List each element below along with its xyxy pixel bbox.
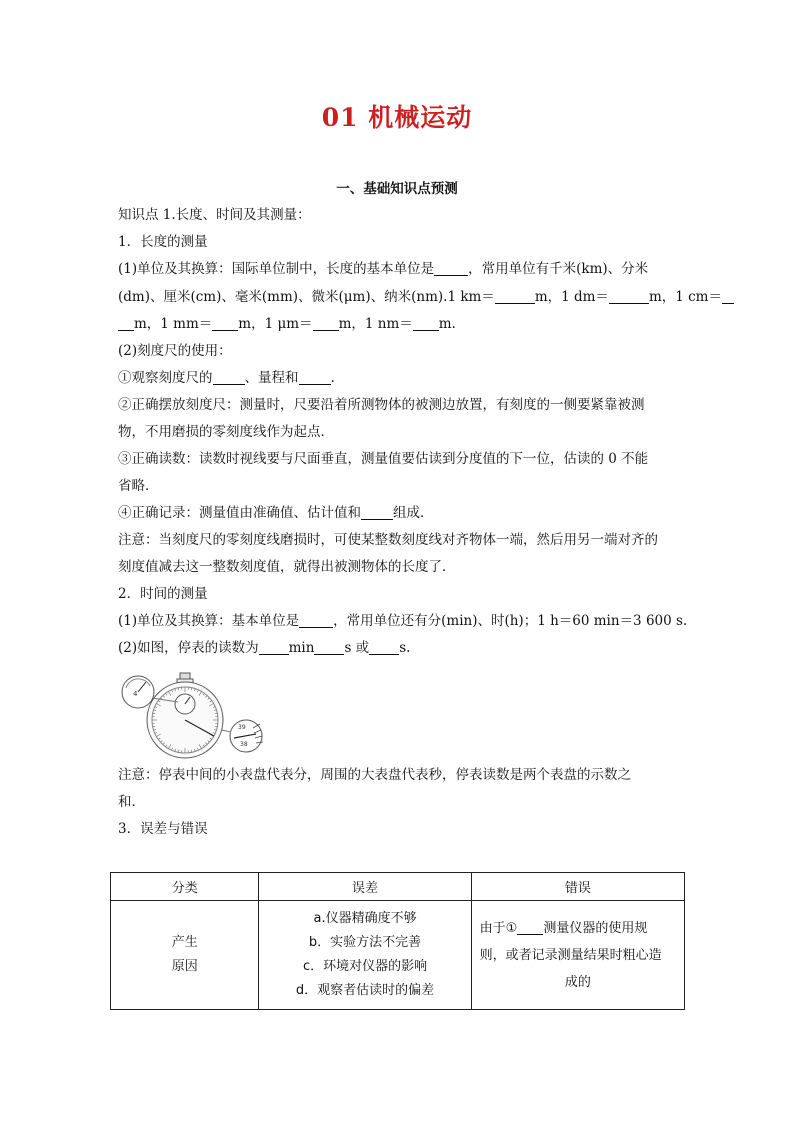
table-header: 误差 — [259, 873, 471, 901]
answer-blank[interactable] — [361, 505, 393, 520]
text: (1)单位及其换算：国际单位制中，长度的基本单位是 — [118, 261, 435, 277]
para-place-line1: ②正确摆放刻度尺：测量时，尺要沿着所测物体的被测边放置，有刻度的一侧要紧靠被测 — [118, 397, 645, 413]
answer-blank[interactable] — [259, 640, 289, 655]
answer-blank[interactable] — [212, 316, 238, 331]
row-label: 产生 — [171, 935, 198, 950]
text: (2)如图，停表的读数为 — [118, 640, 259, 656]
text: m，1 nm＝ — [338, 316, 413, 332]
knowledge-point-1: 知识点 1.长度、时间及其测量： — [118, 207, 311, 223]
answer-blank[interactable] — [299, 370, 331, 385]
para-stopwatch — [118, 639, 684, 657]
para-time-unit — [118, 612, 688, 630]
para-unit-line2 — [118, 288, 722, 306]
cause-item: a.仪器精确度不够 — [313, 911, 417, 926]
para-unit-line1 — [118, 260, 684, 278]
answer-blank[interactable] — [213, 370, 245, 385]
cause-item: d．观察者估读时的偏差 — [295, 983, 435, 998]
stopwatch-diagram — [116, 670, 276, 762]
page-title: 01 机械运动 — [321, 103, 473, 132]
row-label-cell — [111, 901, 259, 1010]
error-mistake-table — [110, 872, 685, 1010]
text: 、量程和 — [244, 370, 299, 386]
mistake-line: 则，或者记录测量结果时粗心造 — [479, 947, 662, 963]
answer-blank[interactable] — [118, 316, 134, 331]
text: ，常用单位有千米(km)、分米 — [468, 261, 649, 277]
mistake-line: 成的 — [564, 974, 591, 990]
answer-blank[interactable] — [369, 640, 399, 655]
text: 组成． — [393, 505, 434, 521]
text: m，1 μm＝ — [238, 316, 313, 332]
para-unit-line3 — [118, 315, 684, 333]
para-read-line1: ③正确读数：读数时视线要与尺面垂直，测量值要估读到分度值的下一位，估读的 0 不能 — [118, 451, 649, 467]
section-heading: 一、基础知识点预测 — [336, 181, 458, 197]
text: ，常用单位还有分(min)、时(h)；1 h＝60 min＝3 600 s. — [333, 613, 688, 629]
table-row — [111, 901, 685, 1010]
minute-dial-label: 4 — [133, 690, 138, 698]
para-place-line2: 物，不用磨损的零刻度线作为起点． — [118, 424, 334, 440]
text: s. — [399, 640, 411, 656]
zoom-label-39: 39 — [238, 724, 246, 731]
answer-blank[interactable] — [722, 289, 734, 304]
note-ruler-line1: 注意：当刻度尺的零刻度线磨损时，可使某整数刻度线对齐物体一端，然后用另一端对齐的 — [118, 532, 658, 548]
text: ①观察刻度尺的 — [118, 370, 213, 386]
heading-time: 2．时间的测量 — [118, 586, 208, 602]
answer-blank[interactable] — [299, 613, 333, 628]
causes-cell — [259, 901, 471, 1010]
zoom-label-38: 38 — [240, 741, 248, 748]
text: . — [330, 370, 335, 386]
stopwatch-crown — [180, 673, 190, 679]
answer-blank[interactable] — [313, 316, 339, 331]
para-observe — [118, 369, 684, 387]
heading-length: 1．长度的测量 — [118, 234, 208, 250]
answer-blank[interactable] — [609, 289, 649, 304]
table-header: 分类 — [111, 873, 259, 901]
text: m，1 cm＝ — [648, 289, 722, 305]
cause-item: c．环境对仪器的影响 — [302, 959, 428, 974]
note-stopwatch-line2: 和． — [118, 794, 145, 810]
text: s 或 — [344, 640, 370, 656]
note-ruler-line2: 刻度值减去这一整数刻度值，就得出被测物体的长度了． — [118, 559, 456, 575]
answer-blank[interactable] — [314, 640, 344, 655]
answer-blank[interactable] — [517, 920, 543, 935]
text: min — [288, 640, 315, 656]
text: 由于① — [479, 920, 518, 936]
para-ruler-usage: (2)刻度尺的使用： — [118, 343, 232, 359]
answer-blank[interactable] — [434, 261, 468, 276]
text: m. — [438, 316, 456, 332]
note-stopwatch-line1: 注意：停表中间的小表盘代表分，周围的大表盘代表秒，停表读数是两个表盘的示数之 — [118, 767, 631, 783]
row-label: 原因 — [171, 959, 198, 974]
heading-error: 3．误差与错误 — [118, 821, 208, 837]
table-header-row — [111, 873, 685, 901]
mistake-line — [480, 915, 676, 942]
answer-blank[interactable] — [495, 289, 535, 304]
para-record — [118, 504, 684, 522]
para-read-line2: 省略． — [118, 478, 159, 494]
text: m，1 dm＝ — [534, 289, 609, 305]
mistake-cell — [471, 901, 684, 1010]
cause-item: b．实验方法不完善 — [308, 935, 422, 950]
text: (dm)、厘米(cm)、毫米(mm)、微米(μm)、纳米(nm).1 km＝ — [118, 289, 495, 305]
text: (1)单位及其换算：基本单位是 — [118, 613, 300, 629]
text: 测量仪器的使用规 — [543, 920, 648, 936]
text: ④正确记录：测量值由准确值、估计值和 — [118, 505, 361, 521]
table-header: 错误 — [471, 873, 684, 901]
text: m，1 mm＝ — [134, 316, 213, 332]
answer-blank[interactable] — [413, 316, 439, 331]
